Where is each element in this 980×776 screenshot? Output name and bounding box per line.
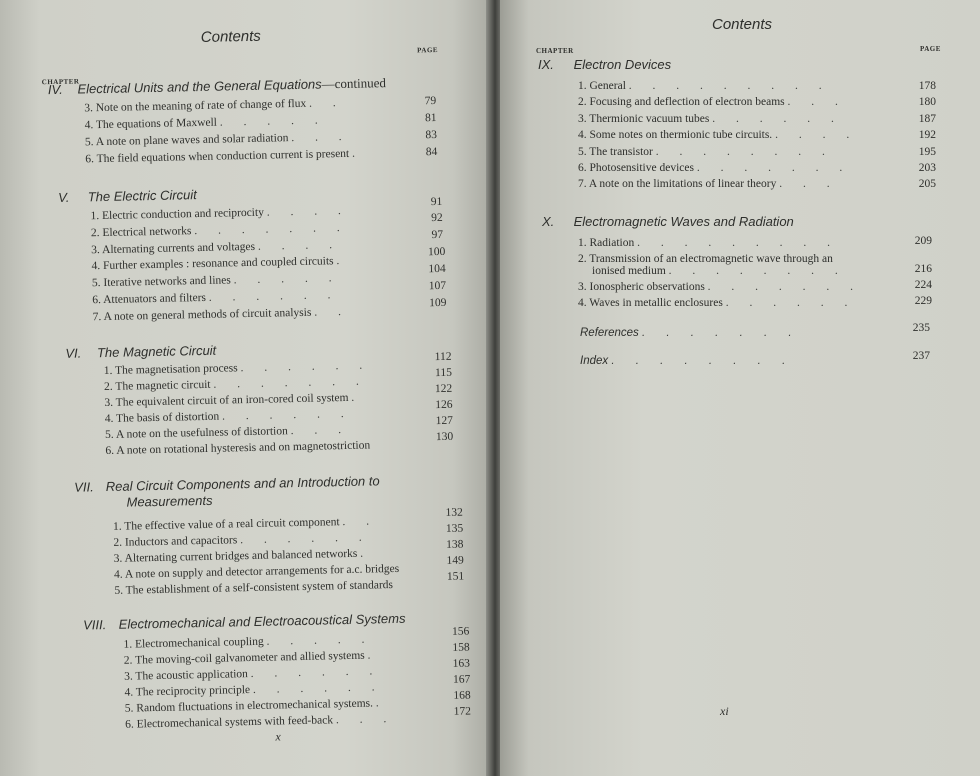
toc-entry[interactable]	[105, 424, 350, 441]
toc-page-number: 237	[912, 350, 930, 362]
toc-entry-text: 3. The equivalent circuit of an iron-cored coil system	[104, 391, 349, 410]
toc-entry[interactable]	[105, 439, 370, 457]
dot-leader: . . . . . . .	[696, 162, 852, 174]
dot-leader: . .	[342, 515, 379, 529]
toc-entry[interactable]	[114, 579, 393, 597]
toc-page-number: 138	[446, 538, 464, 551]
dot-leader: . . . . . . . .	[655, 146, 834, 158]
toc-page-number: 126	[435, 398, 453, 412]
chapter-number: VIII.	[82, 617, 107, 633]
chapter-number: V.	[57, 189, 70, 205]
left-page-col-label: PAGE	[417, 45, 439, 55]
dot-leader: .	[375, 697, 388, 710]
toc-entry-text: 7. A note on the limitations of linear theory	[578, 178, 777, 190]
dot-leader: . . . . .	[233, 272, 341, 287]
dot-leader: . . . . . . .	[194, 221, 349, 238]
dot-leader: .	[351, 391, 364, 404]
toc-entry[interactable]	[91, 255, 348, 272]
chapter-heading	[58, 187, 197, 205]
left-chapter-col-label: CHAPTER	[41, 77, 80, 87]
toc-entry-text: 1. The effective value of a real circuit component	[112, 516, 340, 533]
toc-entry[interactable]	[578, 113, 843, 125]
toc-entry[interactable]	[578, 253, 833, 265]
toc-page-number: 115	[434, 366, 453, 380]
toc-page-number: 192	[918, 129, 936, 141]
chapter-heading	[48, 75, 386, 98]
dot-leader: . . . . . .	[221, 407, 353, 423]
toc-entry[interactable]	[124, 649, 380, 666]
dot-leader: . . . .	[257, 239, 342, 253]
toc-page-number: 79	[424, 95, 437, 108]
toc-entry[interactable]	[125, 713, 395, 731]
dot-leader: . . . . . .	[250, 665, 382, 681]
toc-page-number: 107	[428, 279, 447, 293]
toc-entry-text: 4. The reciprocity principle	[124, 684, 251, 699]
dot-leader: . . . . . . . .	[611, 355, 795, 367]
chapter-number: IX.	[538, 57, 554, 72]
toc-page-number: 163	[452, 657, 471, 670]
toc-page-number: 92	[431, 211, 443, 225]
toc-page-number: 203	[918, 162, 936, 174]
right-chapter-col-label: CHAPTER	[536, 47, 574, 55]
chapter-heading	[542, 214, 794, 229]
chapter-title: Electromechanical and Electroacoustical Systems	[118, 610, 406, 632]
toc-entry-text: 1. General	[578, 80, 626, 92]
toc-page-number: 224	[914, 279, 932, 291]
dot-leader: . . .	[290, 423, 351, 438]
toc-page-number: 178	[918, 80, 936, 92]
toc-page-number: 172	[453, 705, 472, 718]
dot-leader: . . . .	[775, 129, 859, 141]
toc-page-number: 135	[445, 522, 464, 535]
toc-page-number: 130	[435, 430, 454, 444]
index-entry[interactable]	[580, 355, 794, 367]
toc-page-number: 167	[452, 673, 471, 686]
toc-page-number: 91	[430, 195, 443, 209]
toc-entry-text: 4. The basis of distortion	[104, 410, 220, 426]
dot-leader: .	[367, 649, 380, 662]
toc-page-number: 205	[918, 178, 936, 190]
toc-page-number: 187	[918, 113, 936, 125]
toc-entry-text: 5. The establishment of a self-consistent system of standards	[114, 579, 394, 597]
dot-leader: . . . .	[266, 204, 350, 219]
toc-entry-text: 5. A note on plane waves and solar radiation	[84, 132, 289, 149]
toc-page-number: 100	[427, 245, 446, 259]
toc-entry-text: 1. Electromechanical coupling	[123, 635, 264, 651]
toc-entry[interactable]	[85, 148, 364, 166]
toc-entry-text: 3. Note on the meaning of rate of change of flux	[84, 97, 307, 115]
chapter-title: Electromagnetic Waves and Radiation	[573, 214, 794, 229]
toc-entry[interactable]	[90, 205, 350, 222]
toc-entry[interactable]	[124, 665, 381, 682]
chapter-title: Real Circuit Components and an Introduction to	[105, 473, 380, 495]
chapter-title-suffix: —continued	[321, 75, 387, 92]
toc-page-number: 81	[424, 112, 437, 125]
toc-entry[interactable]	[123, 633, 373, 650]
toc-entry[interactable]	[85, 114, 327, 131]
dot-leader: .	[360, 547, 373, 560]
dot-leader: . . . . .	[266, 633, 374, 648]
toc-entry[interactable]	[85, 131, 351, 149]
toc-entry[interactable]	[114, 547, 373, 564]
toc-entry-text: 2. The moving-coil galvanometer and allied systems	[123, 649, 365, 667]
toc-entry[interactable]	[114, 563, 399, 581]
toc-entry-continuation[interactable]	[592, 265, 847, 277]
toc-page-number: 151	[446, 570, 465, 583]
dot-leader: . . . . . .	[240, 531, 371, 547]
toc-page-number: 229	[914, 295, 932, 307]
toc-page-number: 168	[453, 689, 471, 702]
toc-entry[interactable]	[578, 96, 847, 108]
toc-entry[interactable]	[105, 408, 353, 425]
toc-entry-text: 1. The magnetisation process	[103, 362, 238, 378]
toc-entry-text: 4. The equations of Maxwell	[84, 116, 218, 132]
chapter-title: The Magnetic Circuit	[96, 342, 217, 361]
toc-page-number: 158	[452, 641, 470, 654]
dot-leader: . . . . . . .	[707, 281, 863, 293]
right-page-header: Contents	[712, 16, 773, 33]
dot-leader: . . .	[779, 178, 839, 190]
toc-page-number: 209	[914, 235, 932, 247]
toc-entry-text: 4. Waves in metallic enclosures	[578, 297, 723, 309]
chapter-title: Electron Devices	[573, 57, 672, 72]
dot-leader: . . . . . . .	[642, 327, 801, 339]
chapter-number: X.	[542, 214, 555, 229]
toc-entry[interactable]	[92, 289, 339, 306]
dot-leader: . . . . . .	[252, 681, 384, 697]
toc-entry-text: 6. Photosensitive devices	[578, 162, 694, 174]
dot-leader: . .	[308, 96, 345, 110]
toc-entry-text: 6. Attenuators and filters	[92, 291, 207, 307]
chapter-heading	[83, 611, 406, 633]
toc-entry-text: 2. Focusing and deflection of electron beams	[578, 96, 785, 108]
toc-entry-text: 1. Electric conduction and reciprocity	[90, 206, 265, 223]
toc-page-number: 132	[445, 506, 463, 519]
toc-entry[interactable]	[113, 515, 378, 533]
toc-entry[interactable]	[91, 239, 341, 256]
toc-entry-text: 3. Ionospheric observations	[578, 281, 705, 293]
toc-entry-text: ionised medium	[592, 265, 666, 277]
toc-entry-text: 2. Electrical networks	[90, 225, 192, 240]
dot-leader: . . . . . . . .	[668, 265, 847, 277]
dot-leader: . . . . . . . . .	[628, 80, 831, 92]
dot-leader: . . . . . .	[712, 113, 843, 125]
toc-page-number: 156	[451, 625, 470, 638]
toc-entry-text: 7. A note on general methods of circuit analysis	[92, 306, 312, 324]
dot-leader: . . .	[291, 130, 351, 145]
toc-entry-text: 2. Transmission of an electromagnetic wave through an	[578, 253, 833, 265]
dot-leader: . . . . .	[219, 114, 327, 129]
toc-entry-text: 2. The magnetic circuit	[103, 378, 211, 394]
dot-leader: .	[336, 254, 349, 268]
toc-entry[interactable]	[124, 681, 383, 698]
toc-entry-text: 6. The field equations when conduction current is present	[85, 147, 350, 166]
chapter-number: IV.	[47, 81, 63, 98]
dot-leader: . . . . . .	[725, 297, 857, 309]
toc-page-number: 235	[912, 322, 930, 334]
toc-entry[interactable]	[578, 129, 858, 141]
toc-page-number: 84	[425, 146, 438, 159]
toc-entry-text: 5. Iterative networks and lines	[91, 274, 231, 290]
chapter-number: VI.	[65, 345, 82, 361]
toc-entry-text: 3. Alternating currents and voltages	[91, 240, 256, 257]
toc-entry[interactable]	[578, 80, 831, 92]
toc-entry-text: 4. A note on supply and detector arrangements for a.c. bridges	[113, 562, 400, 581]
dot-leader: . . . . . .	[240, 359, 372, 375]
toc-entry[interactable]	[578, 237, 839, 249]
toc-entry[interactable]	[104, 392, 363, 409]
page-folio: x	[275, 729, 281, 744]
toc-entry[interactable]	[578, 162, 851, 174]
dot-leader: . . .	[787, 96, 847, 108]
toc-page-number: 112	[434, 350, 452, 364]
toc-page-number: 127	[435, 414, 454, 428]
toc-entry-text: 3. The acoustic application	[124, 668, 248, 683]
toc-entry-text: 6. Electromechanical systems with feed-back	[125, 714, 334, 731]
toc-page-number: 195	[918, 146, 936, 158]
toc-entry-text: 3. Thermionic vacuum tubes	[578, 113, 710, 125]
dot-leader: . . . . . . .	[213, 375, 368, 391]
toc-page-number: 109	[429, 296, 447, 310]
dot-leader: . . .	[335, 713, 396, 727]
toc-entry-text: 2. Inductors and capacitors	[113, 534, 238, 549]
references-label: References	[580, 327, 639, 339]
toc-entry[interactable]	[92, 272, 341, 289]
references-entry[interactable]	[580, 327, 801, 339]
chapter-heading	[74, 473, 380, 494]
dot-leader: .	[351, 147, 365, 160]
toc-entry[interactable]	[113, 532, 371, 549]
index-label: Index	[580, 355, 609, 367]
dot-leader: . .	[314, 305, 351, 319]
toc-page-number: 97	[431, 228, 444, 242]
toc-page-number: 104	[428, 262, 446, 276]
toc-entry[interactable]	[578, 297, 856, 309]
dot-leader: . . . . . . . . .	[637, 237, 839, 249]
chapter-heading	[538, 57, 671, 72]
chapter-title: The Electric Circuit	[87, 187, 197, 205]
toc-entry[interactable]	[578, 146, 834, 158]
toc-entry-text: 3. Alternating current bridges and balanced networks	[113, 547, 358, 565]
toc-entry[interactable]	[125, 697, 388, 715]
toc-page-number: 180	[918, 96, 936, 108]
right-page-col-label: PAGE	[920, 45, 941, 53]
page-folio: xi	[720, 704, 729, 718]
toc-entry[interactable]	[93, 306, 350, 323]
toc-entry[interactable]	[84, 97, 345, 114]
toc-entry-text: 5. Random fluctuations in electromechanical systems.	[124, 697, 374, 715]
chapter-heading	[65, 343, 216, 361]
toc-page-number: 149	[446, 554, 464, 567]
chapter-title: Electrical Units and the General Equations	[77, 76, 322, 97]
toc-entry-text: 6. A note on rotational hysteresis and on magnetostriction	[105, 439, 371, 458]
left-page-header: Contents	[200, 27, 262, 46]
toc-entry-text: 5. The transistor	[578, 146, 653, 158]
toc-page-number: 216	[914, 263, 932, 275]
toc-page-number: 122	[434, 382, 453, 396]
chapter-number: VII.	[74, 479, 94, 495]
toc-entry-text: 5. A note on the usefulness of distortion	[104, 425, 288, 442]
toc-entry-text: 1. Radiation	[578, 237, 635, 249]
toc-entry-text: 4. Some notes on thermionic tube circuits.	[578, 129, 773, 141]
toc-entry-text: 4. Further examples : resonance and coupled circuits	[91, 255, 334, 273]
toc-entry[interactable]	[104, 376, 368, 394]
toc-entry[interactable]	[91, 222, 349, 239]
toc-entry[interactable]	[578, 178, 839, 190]
toc-entry[interactable]	[104, 359, 372, 377]
chapter-title-line2: Measurements	[126, 492, 213, 510]
toc-entry[interactable]	[578, 281, 862, 293]
dot-leader: . . . . . .	[208, 289, 340, 304]
right-page	[500, 0, 980, 776]
toc-page-number: 83	[425, 129, 438, 142]
